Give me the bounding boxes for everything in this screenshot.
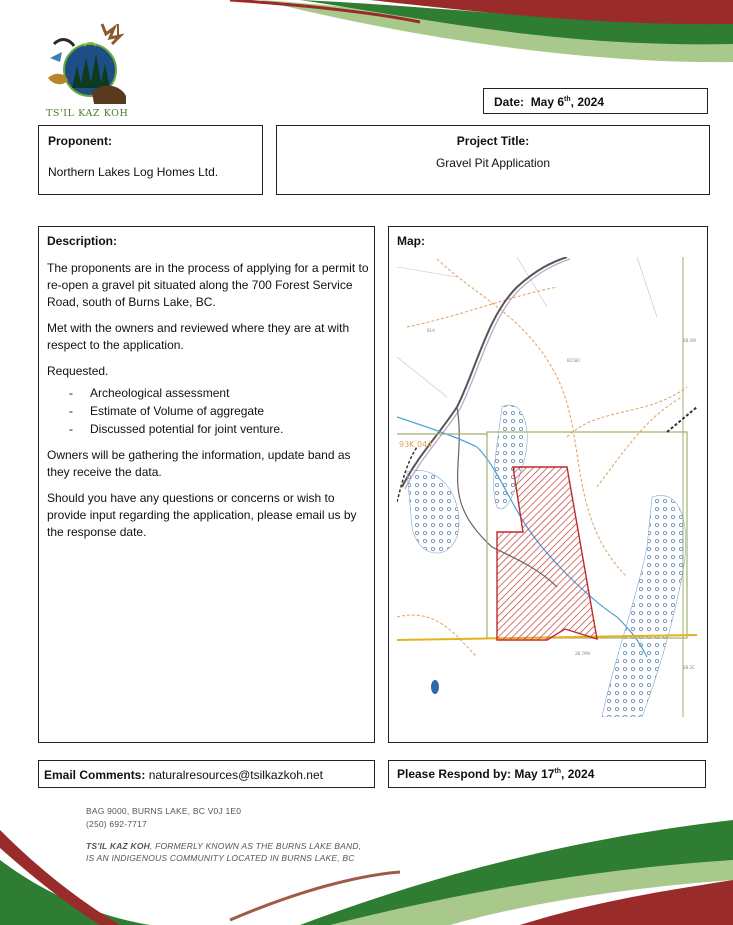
proponent-label: Proponent: [48,134,112,148]
description-label: Description: [47,234,118,248]
date-box [483,88,708,114]
description-box [38,226,375,743]
footer-address: BAG 9000, BURNS LAKE, BC V0J 1E0 [86,806,242,816]
map-label-2: 81A [427,328,435,333]
description-list [47,384,369,438]
map-image [397,257,697,717]
respond-box [388,760,706,788]
description-para2: Met with the owners and reviewed where they are at with respect to the application. [47,321,350,352]
map-label-3: B1580 [567,358,580,363]
description-para5: Should you have any questions or concerns or wish to provide input regarding the application, please email us by the response date. [47,491,357,539]
description-para1: The proponents are in the process of applying for a permit to re-open a gravel pit situated along the 700 Forest Service Road, south of Burns Lake, BC. [47,261,369,309]
date-value: May 6th, 2024 [530,95,605,109]
email-box [38,760,375,788]
map-label-6: 2B.3C [683,665,695,670]
respond-label: Please Respond by: [397,767,512,781]
footer-tagline: TS'IL KAZ KOH, FORMERLY KNOWN AS THE BURNS LAKE BAND, [86,841,362,851]
description-para4: Owners will be gathering the information, update band as they receive the data. [47,448,351,479]
footer-swoosh [0,800,733,925]
map-label-4: 2B.4W [683,338,697,343]
map-label-1: 93K 044 [399,440,433,449]
email-label: Email Comments: [44,768,146,782]
proponent-box [38,125,263,195]
project-value: Gravel Pit Application [435,156,551,170]
logo-text: TS'IL KAZ KOH [46,108,129,119]
respond-date: May 17th, 2024 [514,767,595,781]
proponent-value: Northern Lakes Log Homes Ltd. [48,165,219,179]
org-logo [44,18,130,122]
footer-tagline-line2: IS AN INDIGENOUS COMMUNITY LOCATED IN BURNS LAKE, BC [86,853,355,863]
project-box [276,125,710,195]
list-item: - Discussed potential for joint venture. [69,422,284,436]
list-item: - Archeological assessment [69,386,230,400]
description-para3: Requested. [47,364,109,378]
map-label: Map: [397,234,425,248]
map-box [388,226,708,743]
list-item: - Estimate of Volume of aggregate [69,404,265,418]
map-label-5: 2B.7MH [575,651,591,656]
date-label: Date: [494,95,525,109]
project-label: Project Title: [456,134,530,148]
email-link[interactable]: naturalresources@tsilkazkoh.net [148,768,323,782]
footer-phone: (250) 692-7717 [86,819,147,829]
